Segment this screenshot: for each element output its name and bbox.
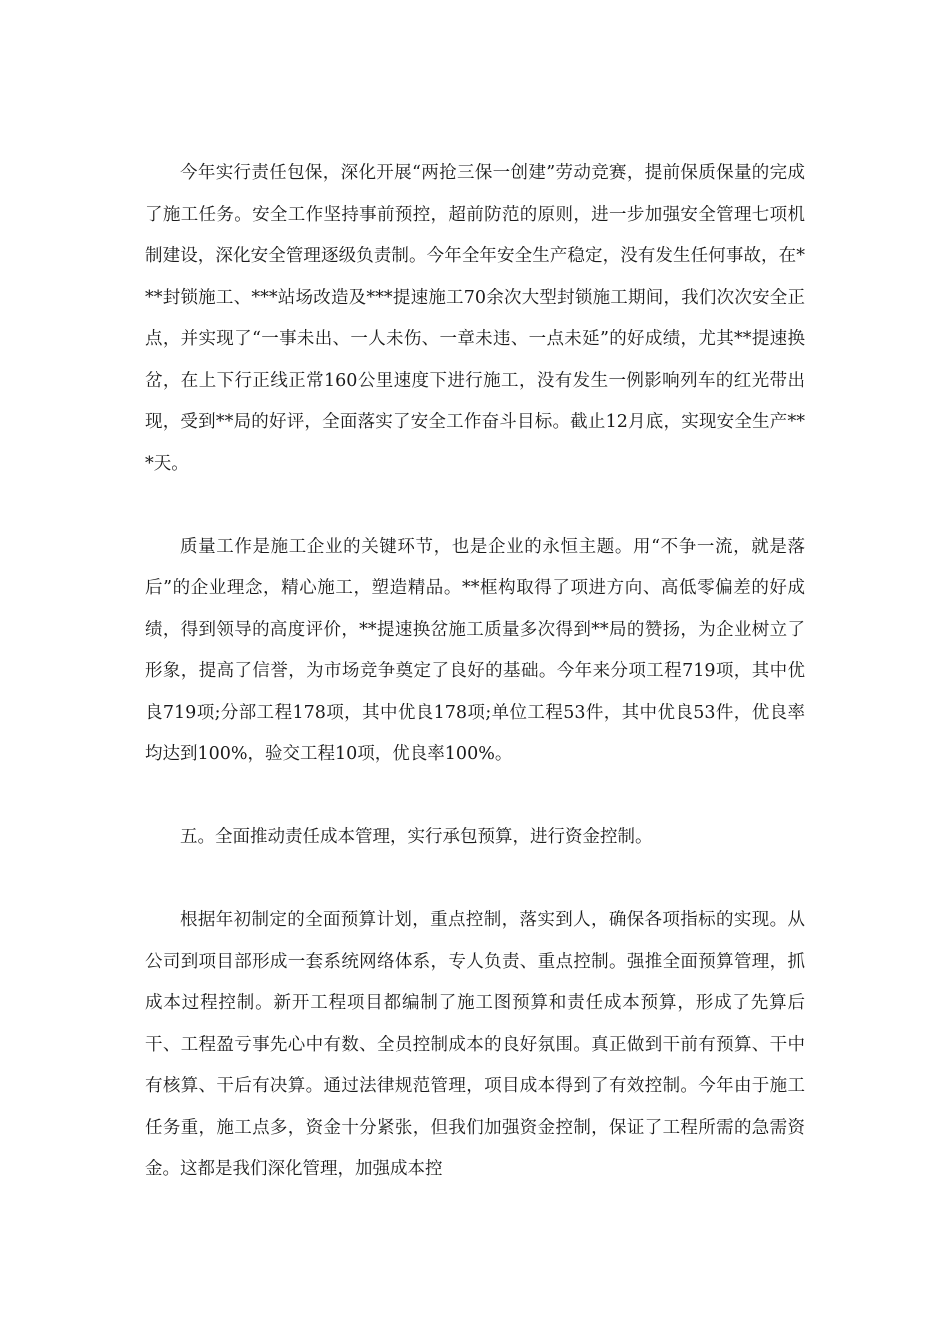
paragraph-gap: [145, 776, 805, 818]
paragraph-budget: 根据年初制定的全面预算计划，重点控制，落实到人，确保各项指标的实现。从公司到项目部形成一套系统网络体系，专人负责、重点控制。强推全面预算管理，抓成本过程控制。新开工程项目都编制了施工图预算和责任成本预算，形成了先算后干、工程盈亏事先心中有数、全员控制成本的良好氛围。真正做到干前有预算、干中有核算、干后有决算。通过法律规范管理，项目成本得到了有效控制。今年由于施工任务重，施工点多，资金十分紧张，但我们加强资金控制，保证了工程所需的急需资金。这都是我们深化管理，加强成本控: [145, 910, 805, 1179]
paragraph-safety: 今年实行责任包保，深化开展“两抢三保一创建”劳动竞赛，提前保质保量的完成了施工任务。安全工作坚持事前预控，超前防范的原则，进一步加强安全管理七项机制建设，深化安全管理逐级负责制。今年全年安全生产稳定，没有发生任何事故，在***封锁施工、***站场改造及***提速施工70余次大型封锁施工期间，我们次次安全正点，并实现了“一事未出、一人未伤、一章未违、一点未延”的好成绩，尤其**提速换岔，在上下行正线正常160公里速度下进行施工，没有发生一例影响列车的红光带出现，受到**局的好评，全面落实了安全工作奋斗目标。截止12月底，实现安全生产***天。: [145, 163, 805, 474]
document-body: [145, 153, 805, 1191]
section-heading: 五。全面推动责任成本管理，实行承包预算，进行资金控制。: [180, 827, 653, 847]
paragraph-quality: 质量工作是施工企业的关键环节，也是企业的永恒主题。用“不争一流，就是落后”的企业理念，精心施工，塑造精品。**框构取得了项进方向、高低零偏差的好成绩，得到领导的高度评价，**提速换岔施工质量多次得到**局的赞扬，为企业树立了形象，提高了信誉，为市场竞争奠定了良好的基础。今年来分项工程719项，其中优良719项;分部工程178项，其中优良178项;单位工程53件，其中优良53件，优良率均达到100%，验交工程10项，优良率100%。: [145, 536, 805, 764]
paragraph-gap: [145, 485, 805, 527]
paragraph-gap: [145, 859, 805, 901]
